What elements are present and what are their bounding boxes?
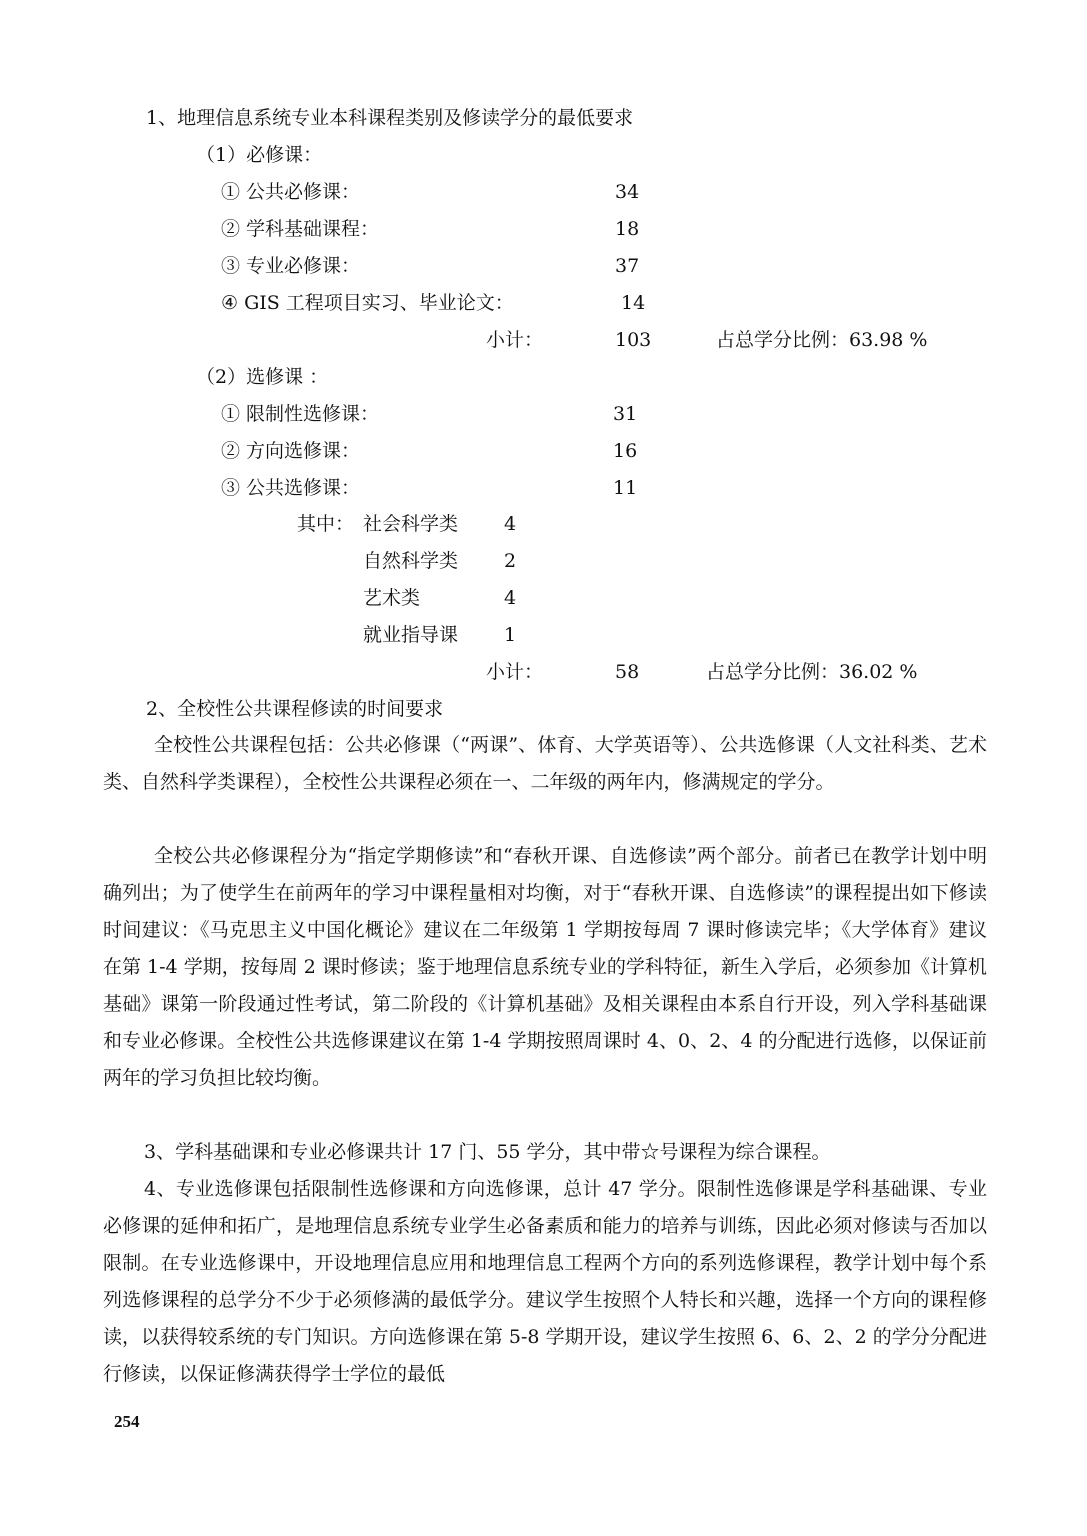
category-credits: 4 bbox=[504, 587, 517, 609]
category-name: 艺术类 bbox=[363, 587, 421, 609]
category-name: 就业指导课 bbox=[363, 624, 459, 646]
required-item-label: ① 公共必修课： bbox=[221, 181, 361, 203]
category-name: 社会科学类 bbox=[363, 513, 459, 535]
section2-paragraph: 全校公共必修课程分为“指定学期修读”和“春秋开课、自选修读”两个部分。前者已在教学计划中明确列出；为了使学生在前两年的学习中课程量相对均衡，对于“春秋开课、自选修读”的课程提出如下修读时间建议：《马克思主义中国化概论》建议在二年级第 1 学期按每周 7 课时修读完毕；《大学体育》建议在第 1-4 学期，按每周 2 课时修读；鉴于地理信息系统专业的学科特征，新生入学后，必须参加《计算机基础》课第一阶段通过性考试，第二阶段的《计算机基础》及相关课程由本系自行开设，列入学科基础课和专业必修课。全校性公共选修课建议在第 1-4 学期按照周课时 4、0、2、4 的分配进行选修，以保证前两年的学习负担比较均衡。 bbox=[103, 845, 987, 1089]
elective-item-label: ③ 公共选修课： bbox=[221, 477, 361, 499]
section4-paragraph: 4、专业选修课包括限制性选修课和方向选修课，总计 47 学分。限制性选修课是学科基础课、专业必修课的延伸和拓广，是地理信息系统专业学生必备素质和能力的培养与训练，因此必须对修读与否加以限制。在专业选修课中，开设地理信息应用和地理信息工程两个方向的系列选修课程，教学计划中每个系列选修课程的总学分不少于必须修满的最低学分。建议学生按照个人特长和兴趣，选择一个方向的课程修读，以获得较系统的专门知识。方向选修课在第 5-8 学期开设，建议学生按照 6、6、2、2 的学分分配进行修读，以保证修满获得学士学位的最低 bbox=[103, 1178, 987, 1385]
page-number: 254 bbox=[114, 1412, 140, 1431]
category-name: 自然科学类 bbox=[363, 550, 459, 572]
elective-item-credits: 31 bbox=[613, 403, 638, 425]
section3-paragraph: 3、学科基础课和专业必修课共计 17 门、55 学分，其中带☆号课程为综合课程。 bbox=[144, 1141, 831, 1163]
elective-subtotal-value: 58 bbox=[615, 661, 640, 683]
elective-subtotal-ratio: 占总学分比例：36.02 % bbox=[706, 661, 918, 683]
required-item-credits: 18 bbox=[615, 218, 640, 240]
required-subtotal-ratio: 占总学分比例：63.98 % bbox=[716, 329, 928, 351]
required-item-label: ③ 专业必修课： bbox=[221, 255, 361, 277]
among-label: 其中： bbox=[297, 513, 355, 535]
required-item-credits: 34 bbox=[615, 181, 640, 203]
elective-item-label: ① 限制性选修课： bbox=[221, 403, 380, 425]
required-item-label: ④ GIS 工程项目实习、毕业论文： bbox=[221, 292, 514, 314]
required-heading: （1）必修课： bbox=[196, 144, 323, 166]
required-item-credits: 14 bbox=[621, 292, 646, 314]
section2-heading: 2、全校性公共课程修读的时间要求 bbox=[146, 698, 444, 720]
elective-item-label: ② 方向选修课： bbox=[221, 440, 361, 462]
section1-heading: 1、地理信息系统专业本科课程类别及修读学分的最低要求 bbox=[146, 107, 634, 129]
category-credits: 2 bbox=[504, 550, 517, 572]
category-credits: 1 bbox=[504, 624, 517, 646]
elective-heading: （2）选修课 ： bbox=[196, 366, 329, 388]
required-item-label: ② 学科基础课程： bbox=[221, 218, 380, 240]
section2-paragraph: 全校性公共课程包括：公共必修课（“两课”、体育、大学英语等）、公共选修课（人文社科类、艺术类、自然科学类课程），全校性公共课程必须在一、二年级的两年内，修满规定的学分。 bbox=[103, 734, 987, 793]
required-subtotal-label: 小计： bbox=[486, 329, 544, 351]
elective-item-credits: 16 bbox=[613, 440, 638, 462]
category-credits: 4 bbox=[504, 513, 517, 535]
elective-item-credits: 11 bbox=[613, 477, 638, 499]
required-item-credits: 37 bbox=[615, 255, 640, 277]
required-subtotal-value: 103 bbox=[615, 329, 652, 351]
elective-subtotal-label: 小计： bbox=[486, 661, 544, 683]
